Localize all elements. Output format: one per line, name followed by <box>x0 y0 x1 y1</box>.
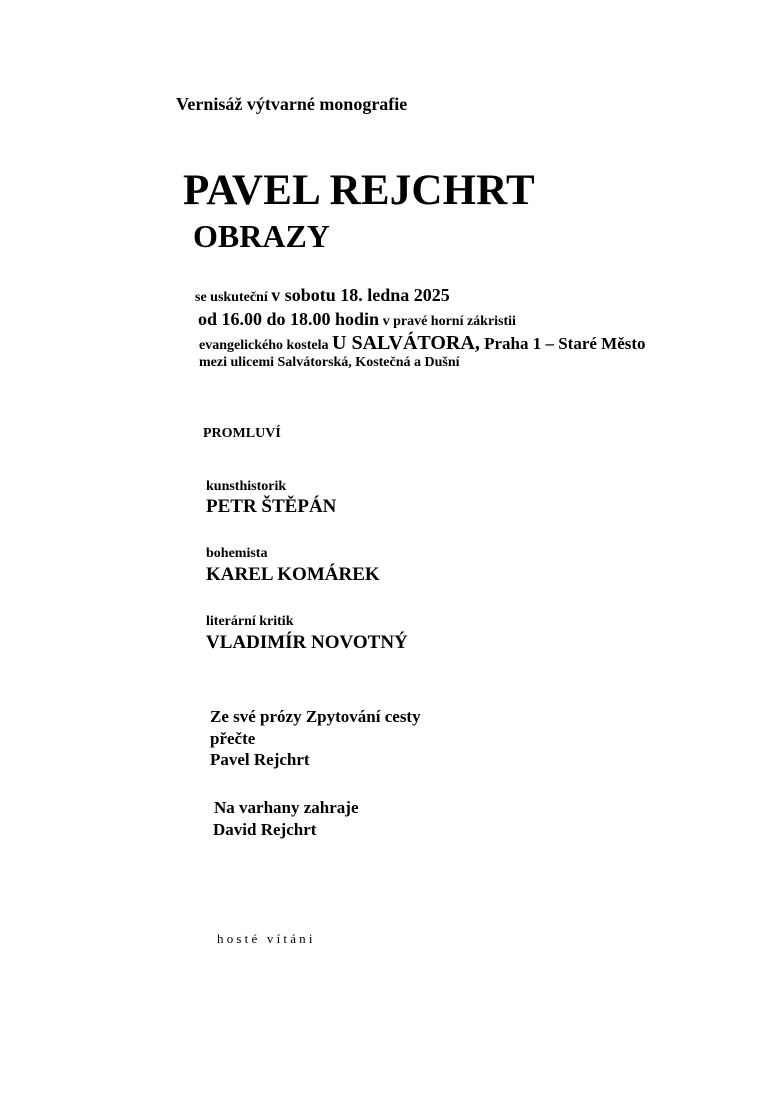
speakers-heading: PROMLUVÍ <box>203 426 281 441</box>
speaker-name: PETR ŠTĚPÁN <box>206 496 337 517</box>
event-time: od 16.00 do 18.00 hodin <box>198 309 380 329</box>
speaker-role: literární kritik <box>206 614 294 629</box>
speaker-role: bohemista <box>206 546 268 561</box>
event-time-line <box>198 310 516 329</box>
music-line: Na varhany zahraje <box>214 798 359 817</box>
speaker-name: VLADIMÍR NOVOTNÝ <box>206 632 408 653</box>
event-venue: U SALVÁTORA, <box>332 332 480 354</box>
event-date-prep: v <box>271 285 285 305</box>
closing-line: hosté vítáni <box>217 931 316 946</box>
intro-line: Vernisáž výtvarné monografie <box>176 94 408 114</box>
event-city: Praha 1 – Staré Město <box>479 334 646 353</box>
reading-verb-line: přečte <box>210 729 256 748</box>
reading-title-line: Ze své prózy Zpytování cesty <box>210 707 421 726</box>
reading-reader-name: Pavel Rejchrt <box>210 750 310 769</box>
event-venue-lead: evangelického kostela <box>199 338 332 353</box>
event-date-lead: se uskuteční <box>195 290 272 305</box>
speaker-name: KAREL KOMÁREK <box>206 564 380 585</box>
music-performer-name: David Rejchrt <box>213 820 317 839</box>
exhibition-subtitle: OBRAZY <box>193 218 330 254</box>
event-date-line <box>195 286 450 305</box>
speaker-role: kunsthistorik <box>206 479 287 494</box>
event-streets-line: mezi ulicemi Salvátorská, Kostečná a Dušní <box>199 355 460 370</box>
artist-name: PAVEL REJCHRT <box>183 167 535 214</box>
event-room: v pravé horní zákristii <box>379 314 516 329</box>
event-venue-line <box>199 333 646 353</box>
event-date: sobotu 18. ledna 2025 <box>284 285 450 305</box>
